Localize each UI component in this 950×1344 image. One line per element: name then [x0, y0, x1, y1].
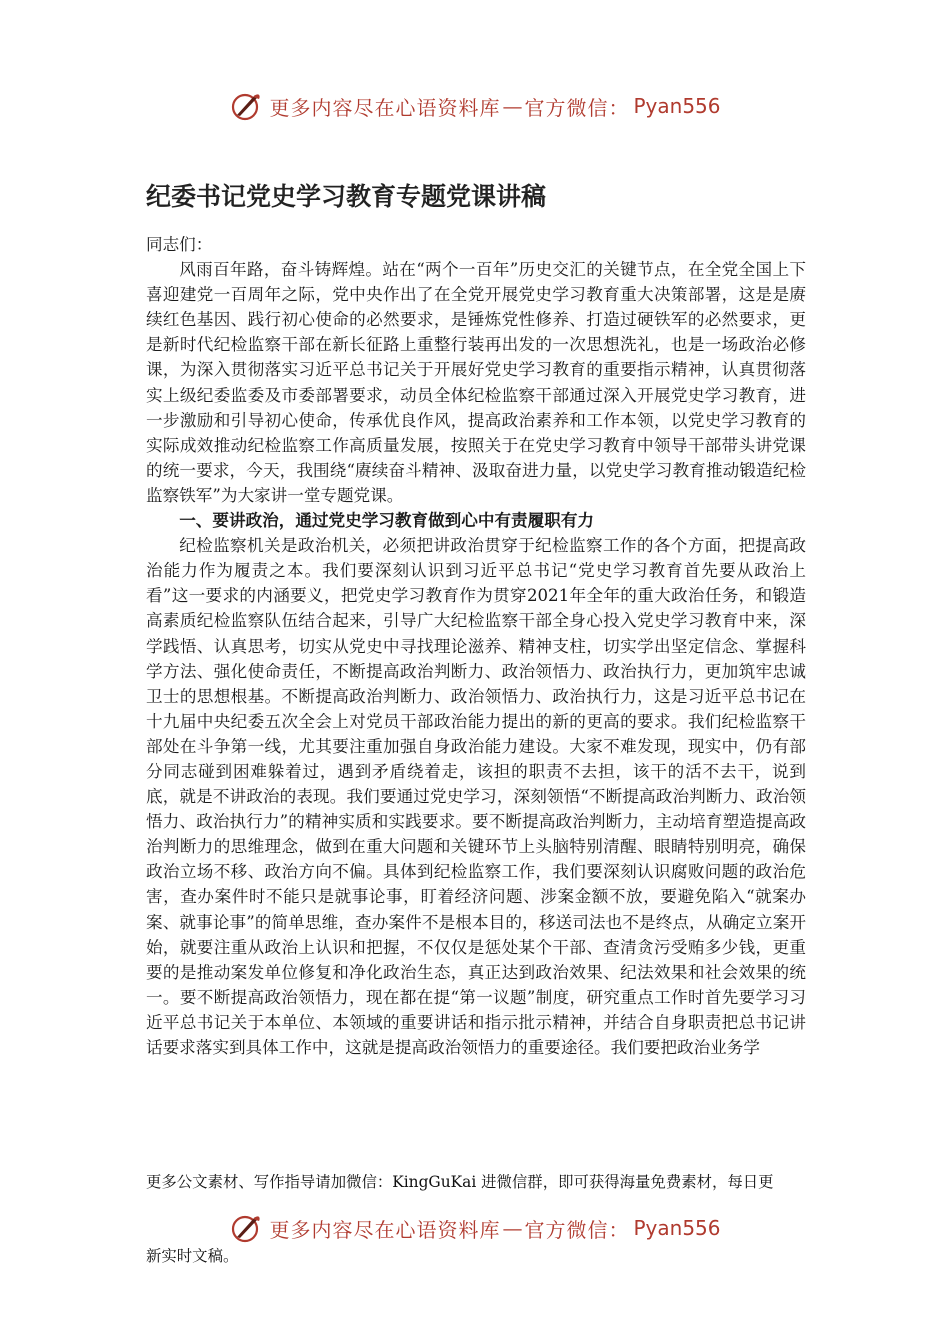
document-title: 纪委书记党史学习教育专题党课讲稿: [146, 182, 547, 211]
quill-pen-logo-icon: [229, 89, 263, 123]
document-body: [146, 232, 806, 1060]
banner-slogan: 更多内容尽在心语资料库: [269, 95, 501, 120]
footer-promo-note: 更多公文素材、写作指导请加微信：KingGuKai 进微信群，即可获得海量免费素材，每日更: [146, 1173, 774, 1191]
section-heading: 一、要讲政治，通过党史学习教育做到心中有责履职有力: [179, 511, 595, 531]
banner-official-label: 官方微信：: [524, 95, 630, 120]
banner-dash: —: [502, 94, 523, 118]
banner-wechat-id: Pyan556: [633, 1216, 721, 1240]
header-watermark-banner: [0, 86, 950, 126]
banner-dash: —: [502, 1216, 523, 1240]
banner-wechat-id: Pyan556: [633, 94, 721, 118]
banner-slogan: 更多内容尽在心语资料库: [269, 1217, 501, 1242]
quill-pen-logo-icon: [229, 1211, 263, 1245]
banner-official-label: 官方微信：: [524, 1217, 630, 1242]
section-paragraph: 纪检监察机关是政治机关，必须把讲政治贯穿于纪检监察工作的各个方面，把提高政治能力作为履责之本。我们要深刻认识到习近平总书记“党史学习教育首先要从政治上看”这一要求的内涵要义，把党史学习教育作为贯穿2021年全年的重大政治任务，和锻造高素质纪检监察队伍结合起来，引导广大纪检监察干部全身心投入党史学习教育中来，深学践悟、认真思考，切实从党史中寻找理论滋养、精神支柱，切实学出坚定信念、掌握科学方法、强化使命责任，不断提高政治判断力、政治领悟力、政治执行力，更加筑牢忠诚卫士的思想根基。不断提高政治判断力、政治领悟力、政治执行力，这是习近平总书记在十九届中央纪委五次全会上对党员干部政治能力提出的新的更高的要求。我们纪检监察干部处在斗争第一线，尤其要注重加强自身政治能力建设。大家不难发现，现实中，仍有部分同志碰到困难躲着过，遇到矛盾绕着走，该担的职责不去担，该干的活不去干，说到底，就是不讲政治的表现。我们要通过党史学习，深刻领悟“不断提高政治判断力、政治领悟力、政治执行力”的精神实质和实践要求。要不断提高政治判断力，主动培育塑造提高政治判断力的思维理念，做到在重大问题和关键环节上头脑特别清醒、眼睛特别明亮，确保政治立场不移、政治方向不偏。具体到纪检监察工作，我们要深刻认识腐败问题的政治危害，查办案件时不能只是就事论事，盯着经济问题、涉案金额不放，要避免陷入“就案办案、就事论事”的简单思维，查办案件不是根本目的，移送司法也不是终点，从确定立案开始，就要注重从政治上认识和把握，不仅仅是惩处某个干部、查清贪污受贿多少钱，更重要的是推动案发单位修复和净化政治生态，真正达到政治效果、纪法效果和社会效果的统一。要不断提高政治领悟力，现在都在提“第一议题”制度，研究重点工作时首先要学习习近平总书记关于本单位、本领域的重要讲话和指示批示精神，并结合自身职责把总书记讲话要求落实到具体工作中，这就是提高政治领悟力的重要途径。我们要把政治业务学: [146, 536, 806, 1057]
footer-watermark-banner: [0, 1208, 950, 1248]
intro-paragraph: 风雨百年路，奋斗铸辉煌。站在“两个一百年”历史交汇的关键节点，在全党全国上下喜迎建党一百周年之际，党中央作出了在全党开展党史学习教育重大决策部署，这是是赓续红色基因、践行初心使命的必然要求，是锤炼党性修养、打造过硬铁军的必然要求，更是新时代纪检监察干部在新长征路上重整行装再出发的一次思想洗礼，也是一场政治必修课，为深入贯彻落实习近平总书记关于开展好党史学习教育的重要指示精神，认真贯彻落实上级纪委监委及市委部署要求，动员全体纪检监察干部通过深入开展党史学习教育，进一步激励和引导初心使命，传承优良作风，提高政治素养和工作本领，以党史学习教育的实际成效推动纪检监察工作高质量发展，按照关于在党史学习教育中领导干部带头讲党课的统一要求，今天，我围绕“赓续奋斗精神、汲取奋进力量，以党史学习教育推动锻造纪检监察铁军”为大家讲一堂专题党课。: [146, 260, 806, 505]
footer-promo-note-continued: 新实时文稿。: [146, 1247, 239, 1265]
salutation: 同志们：: [146, 235, 213, 254]
